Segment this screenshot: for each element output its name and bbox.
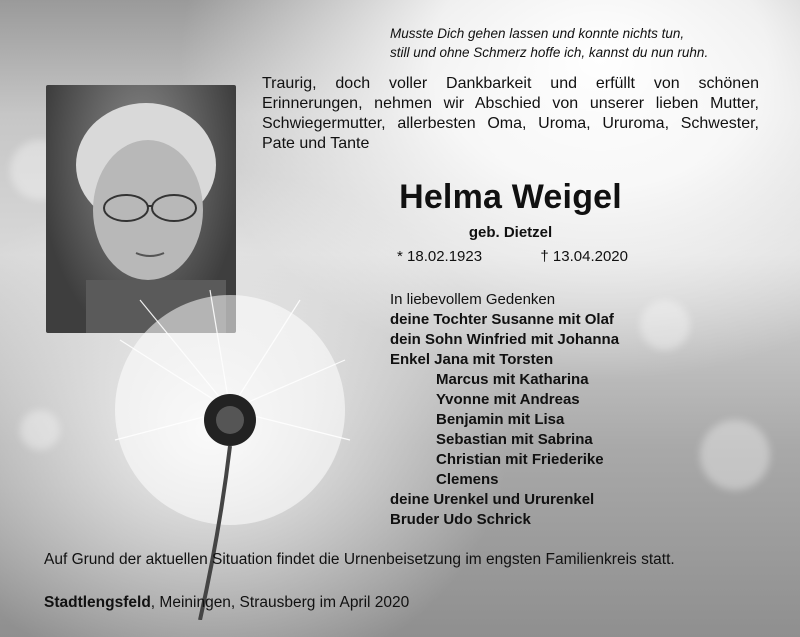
motto-line: Musste Dich gehen lassen und konnte nichts tun, [390,26,685,41]
grandchild-line: Sebastian mit Sabrina [436,431,593,448]
bokeh-light [700,420,770,490]
grandchild-line: Christian mit Friederike [436,451,604,468]
dandelion-illustration [100,280,360,620]
mourners-lead: In liebevollem Gedenken [390,291,556,308]
grandchild-line: Marcus mit Katharina [436,371,589,388]
mourners-list [390,290,690,530]
birth-date: * 18.02.1923 [397,248,483,265]
intro-text: Traurig, doch voller Dankbarkeit und erfüllt von schönen Erinnerungen, nehmen wir Abschied von unserer lieben Mutter, Schwiegermutter, allerbesten Oma, Uroma, Ururoma, Schwester, Pate und Tante [262,75,759,152]
deceased-name: Helma Weigel [399,178,622,216]
mourner-line: Enkel Jana mit Torsten [390,351,554,368]
mourner-line: dein Sohn Winfried mit Johanna [390,331,620,348]
motto-line: still und ohne Schmerz hoffe ich, kannst du nun ruhn. [390,45,709,60]
place-rest: , Meiningen, Strausberg im April 2020 [150,594,410,611]
bokeh-light [20,410,60,450]
mourner-line: deine Tochter Susanne mit Olaf [390,311,614,328]
death-date: † 13.04.2020 [540,248,628,265]
mourner-line: Bruder Udo Schrick [390,511,531,528]
motto-verse [390,24,770,62]
mourner-line: deine Urenkel und Ururenkel [390,491,595,508]
place-date-line [44,594,644,612]
grandchild-line: Yvonne mit Andreas [436,391,580,408]
grandchild-line: Clemens [436,471,499,488]
burial-notice: Auf Grund der aktuellen Situation findet die Urnenbeisetzung im engsten Familienkreis statt. [44,551,675,568]
place-town: Stadtlengsfeld [44,594,151,611]
grandchild-line: Benjamin mit Lisa [436,411,565,428]
birth-name: geb. Dietzel [468,224,553,241]
